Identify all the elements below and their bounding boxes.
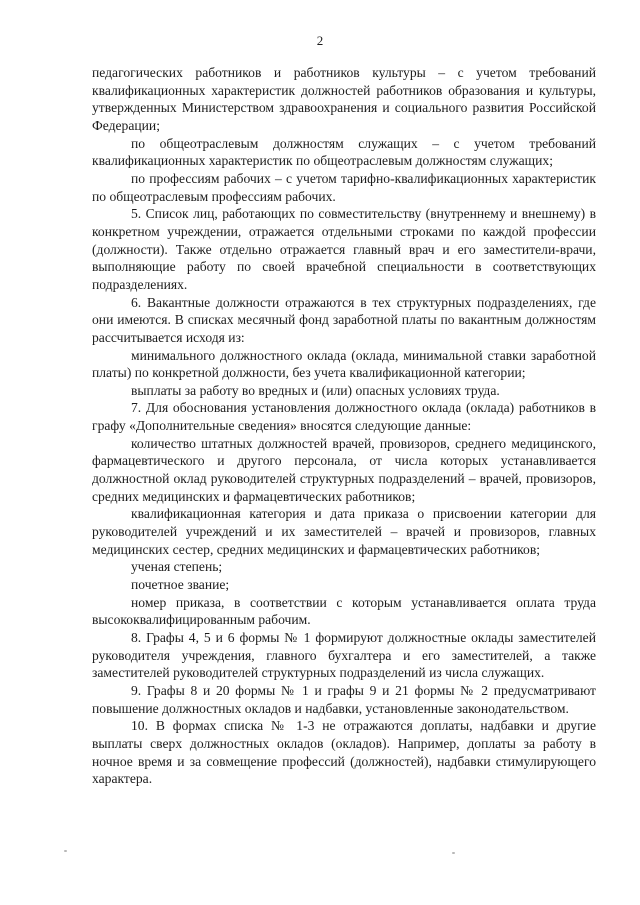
paragraph-pedagogical-staff: педагогических работников и работников культуры – с учетом требований квалификационных характеристик должностей работников образования и культуры, утвержденных Министерством здравоохранения и социального развития Российской Федерации; [92,65,596,133]
paragraph-qualification-category: квалификационная категория и дата приказа о присвоении категории для руководителей учреждений и их заместителей – врачей и провизоров, главных медицинских сестер, средних медицинских и фармацевтических работников; [92,506,596,557]
paragraph-academic-degree: ученая степень; [131,559,223,575]
paragraph-item-6: 6. Вакантные должности отражаются в тех структурных подразделениях, где они имеются. В списках месячный фонд заработной платы по вакантным должностям рассчитывается исходя из: [92,294,596,345]
scan-speck [452,852,455,854]
page-number: 2 [316,33,324,48]
paragraph-order-number: номер приказа, в соответствии с которым устанавливается оплата труда высококвалифицированным рабочим. [92,594,596,628]
paragraph-item-8: 8. Графы 4, 5 и 6 формы № 1 формируют должностные оклады заместителей руководителя учреждения, главного бухгалтера и его заместителей, а также заместителей руководителей структурных подразделений из числа служащих. [92,630,596,681]
paragraph-worker-professions: по профессиям рабочих – с учетом тарифно-квалификационных характеристик по общеотраслевым профессиям рабочих. [92,170,596,204]
paragraph-hazard-payments: выплаты за работу во вредных и (или) опасных условиях труда. [131,382,500,398]
paragraph-honorary-title: почетное звание; [131,577,230,593]
document-body [92,64,596,788]
paragraph-staff-count: количество штатных должностей врачей, провизоров, среднего медицинского, фармацевтического и другого персонала, от числа которых устанавливается должностной оклад руководителей структурных подразделений – врачей, провизоров, средних медицинских и фармацевтических работников; [92,435,596,504]
paragraph-item-5: 5. Список лиц, работающих по совместительству (внутреннему и внешнему) в конкретном учреждении, отражается отдельными строками по каждой профессии (должности). Также отдельно отражается главный врач и его заместители-врачи, выполняющие работу по своей врачебной специальности в соответствующих подразделениях. [92,206,596,292]
paragraph-minimal-salary: минимального должностного оклада (оклада, минимальной ставки заработной платы) по конкретной должности, без учета квалификационной категории; [92,347,596,381]
scan-speck [64,850,67,852]
paragraph-item-9: 9. Графы 8 и 20 формы № 1 и графы 9 и 21 формы № 2 предусматривают повышение должностных окладов и надбавки, установленные законодательством. [92,682,596,716]
paragraph-item-7: 7. Для обоснования установления должностного оклада (оклада) работников в графу «Дополнительные сведения» вносятся следующие данные: [92,400,596,434]
paragraph-item-10: 10. В формах списка № 1-3 не отражаются доплаты, надбавки и другие выплаты сверх должностных окладов (окладов). Например, доплаты за работу в ночное время и за совмещение профессий (должностей), надбавки стимулирующего характера. [92,718,596,787]
paragraph-general-positions: по общеотраслевым должностям служащих – с учетом требований квалификационных характеристик по общеотраслевым должностям служащих; [92,135,596,169]
